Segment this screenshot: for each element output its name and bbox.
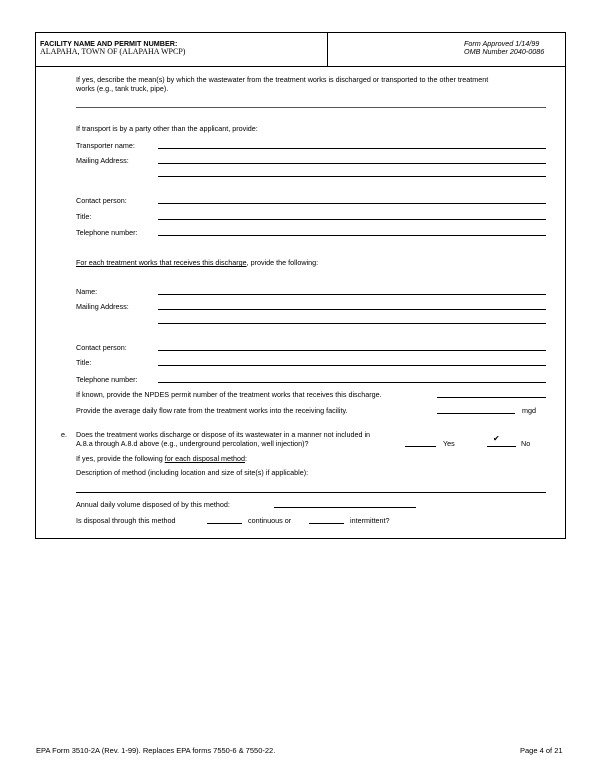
receiving-phone-field[interactable] xyxy=(158,382,546,383)
receiving-title-field[interactable] xyxy=(158,365,546,366)
transporter-phone-field[interactable] xyxy=(158,235,546,236)
transporter-name-field[interactable] xyxy=(158,148,546,149)
transporter-mailing-label: Mailing Address: xyxy=(76,156,129,165)
transporter-mailing-field-2[interactable] xyxy=(158,176,546,177)
facility-label: FACILITY NAME AND PERMIT NUMBER: xyxy=(40,39,178,48)
no-check-mark: ✔ xyxy=(493,434,500,443)
means-answer-line[interactable] xyxy=(76,107,546,108)
no-checkbox-line[interactable] xyxy=(487,446,516,447)
receiving-mailing-field-2[interactable] xyxy=(158,323,546,324)
disposal-provide-prefix: If yes, provide the following xyxy=(76,454,165,463)
receiving-works-intro-rest: , provide the following: xyxy=(246,258,319,267)
receiving-mailing-label: Mailing Address: xyxy=(76,302,129,311)
item-e-question-line2: A.8.a through A.8.d above (e.g., underground percolation, well injection)? xyxy=(76,439,309,448)
npdes-label: If known, provide the NPDES permit number of the treatment works that receives this discharge. xyxy=(76,390,382,399)
method-description-label: Description of method (including location and size of site(s) if applicable): xyxy=(76,468,309,477)
item-e-question-line1: Does the treatment works discharge or dispose of its wastewater in a manner not included in xyxy=(76,430,371,439)
receiving-mailing-field-1[interactable] xyxy=(158,309,546,310)
flow-rate-field[interactable] xyxy=(437,413,515,414)
transporter-title-label: Title: xyxy=(76,212,92,221)
form-approved: Form Approved 1/14/99 xyxy=(464,39,540,48)
transport-intro: If transport is by a party other than the applicant, provide: xyxy=(76,124,258,133)
transporter-phone-label: Telephone number: xyxy=(76,228,138,237)
annual-volume-field[interactable] xyxy=(274,507,416,508)
facility-value: ALAPAHA, TOWN OF (ALAPAHA WPCP) xyxy=(40,47,186,56)
receiving-works-intro xyxy=(76,258,318,267)
receiving-name-field[interactable] xyxy=(158,294,546,295)
receiving-title-label: Title: xyxy=(76,358,92,367)
transporter-contact-field[interactable] xyxy=(158,203,546,204)
receiving-contact-field[interactable] xyxy=(158,350,546,351)
method-description-field[interactable] xyxy=(76,492,546,493)
continuous-label: continuous or xyxy=(248,516,292,525)
flow-rate-label: Provide the average daily flow rate from the treatment works into the receiving facility. xyxy=(76,406,348,415)
transporter-title-field[interactable] xyxy=(158,219,546,220)
means-text-line1: If yes, describe the mean(s) by which the wastewater from the treatment works is discharged or transported to the other treatment xyxy=(76,75,489,84)
transporter-contact-label: Contact person: xyxy=(76,196,127,205)
means-text-line2: works (e.g., tank truck, pipe). xyxy=(76,84,169,93)
intermittent-checkbox-line[interactable] xyxy=(309,523,344,524)
receiving-name-label: Name: xyxy=(76,287,98,296)
annual-volume-label: Annual daily volume disposed of by this method: xyxy=(76,500,230,509)
yes-checkbox-line[interactable] xyxy=(405,446,436,447)
receiving-works-intro-underlined: For each treatment works that receives this discharge xyxy=(76,258,247,267)
yes-label: Yes xyxy=(443,439,455,448)
mgd-unit: mgd xyxy=(522,406,536,415)
no-label: No xyxy=(521,439,531,448)
continuous-checkbox-line[interactable] xyxy=(207,523,242,524)
footer-form-info: EPA Form 3510-2A (Rev. 1-99). Replaces EPA forms 7550-6 & 7550-22. xyxy=(36,746,276,755)
footer-page-number: Page 4 of 21 xyxy=(520,746,563,755)
omb-number: OMB Number 2040-0086 xyxy=(464,47,545,56)
receiving-contact-label: Contact person: xyxy=(76,343,127,352)
transporter-mailing-field-1[interactable] xyxy=(158,163,546,164)
intermittent-label: intermittent? xyxy=(350,516,390,525)
item-e-letter: e. xyxy=(61,430,67,439)
disposal-provide-underlined: for each disposal method xyxy=(164,454,246,463)
header-divider xyxy=(35,66,566,67)
disposal-provide-suffix: : xyxy=(245,454,248,463)
disposal-provide-text xyxy=(76,454,247,463)
disposal-question-label: Is disposal through this method xyxy=(76,516,176,525)
npdes-field[interactable] xyxy=(437,397,546,398)
transporter-name-label: Transporter name: xyxy=(76,141,135,150)
receiving-phone-label: Telephone number: xyxy=(76,375,138,384)
